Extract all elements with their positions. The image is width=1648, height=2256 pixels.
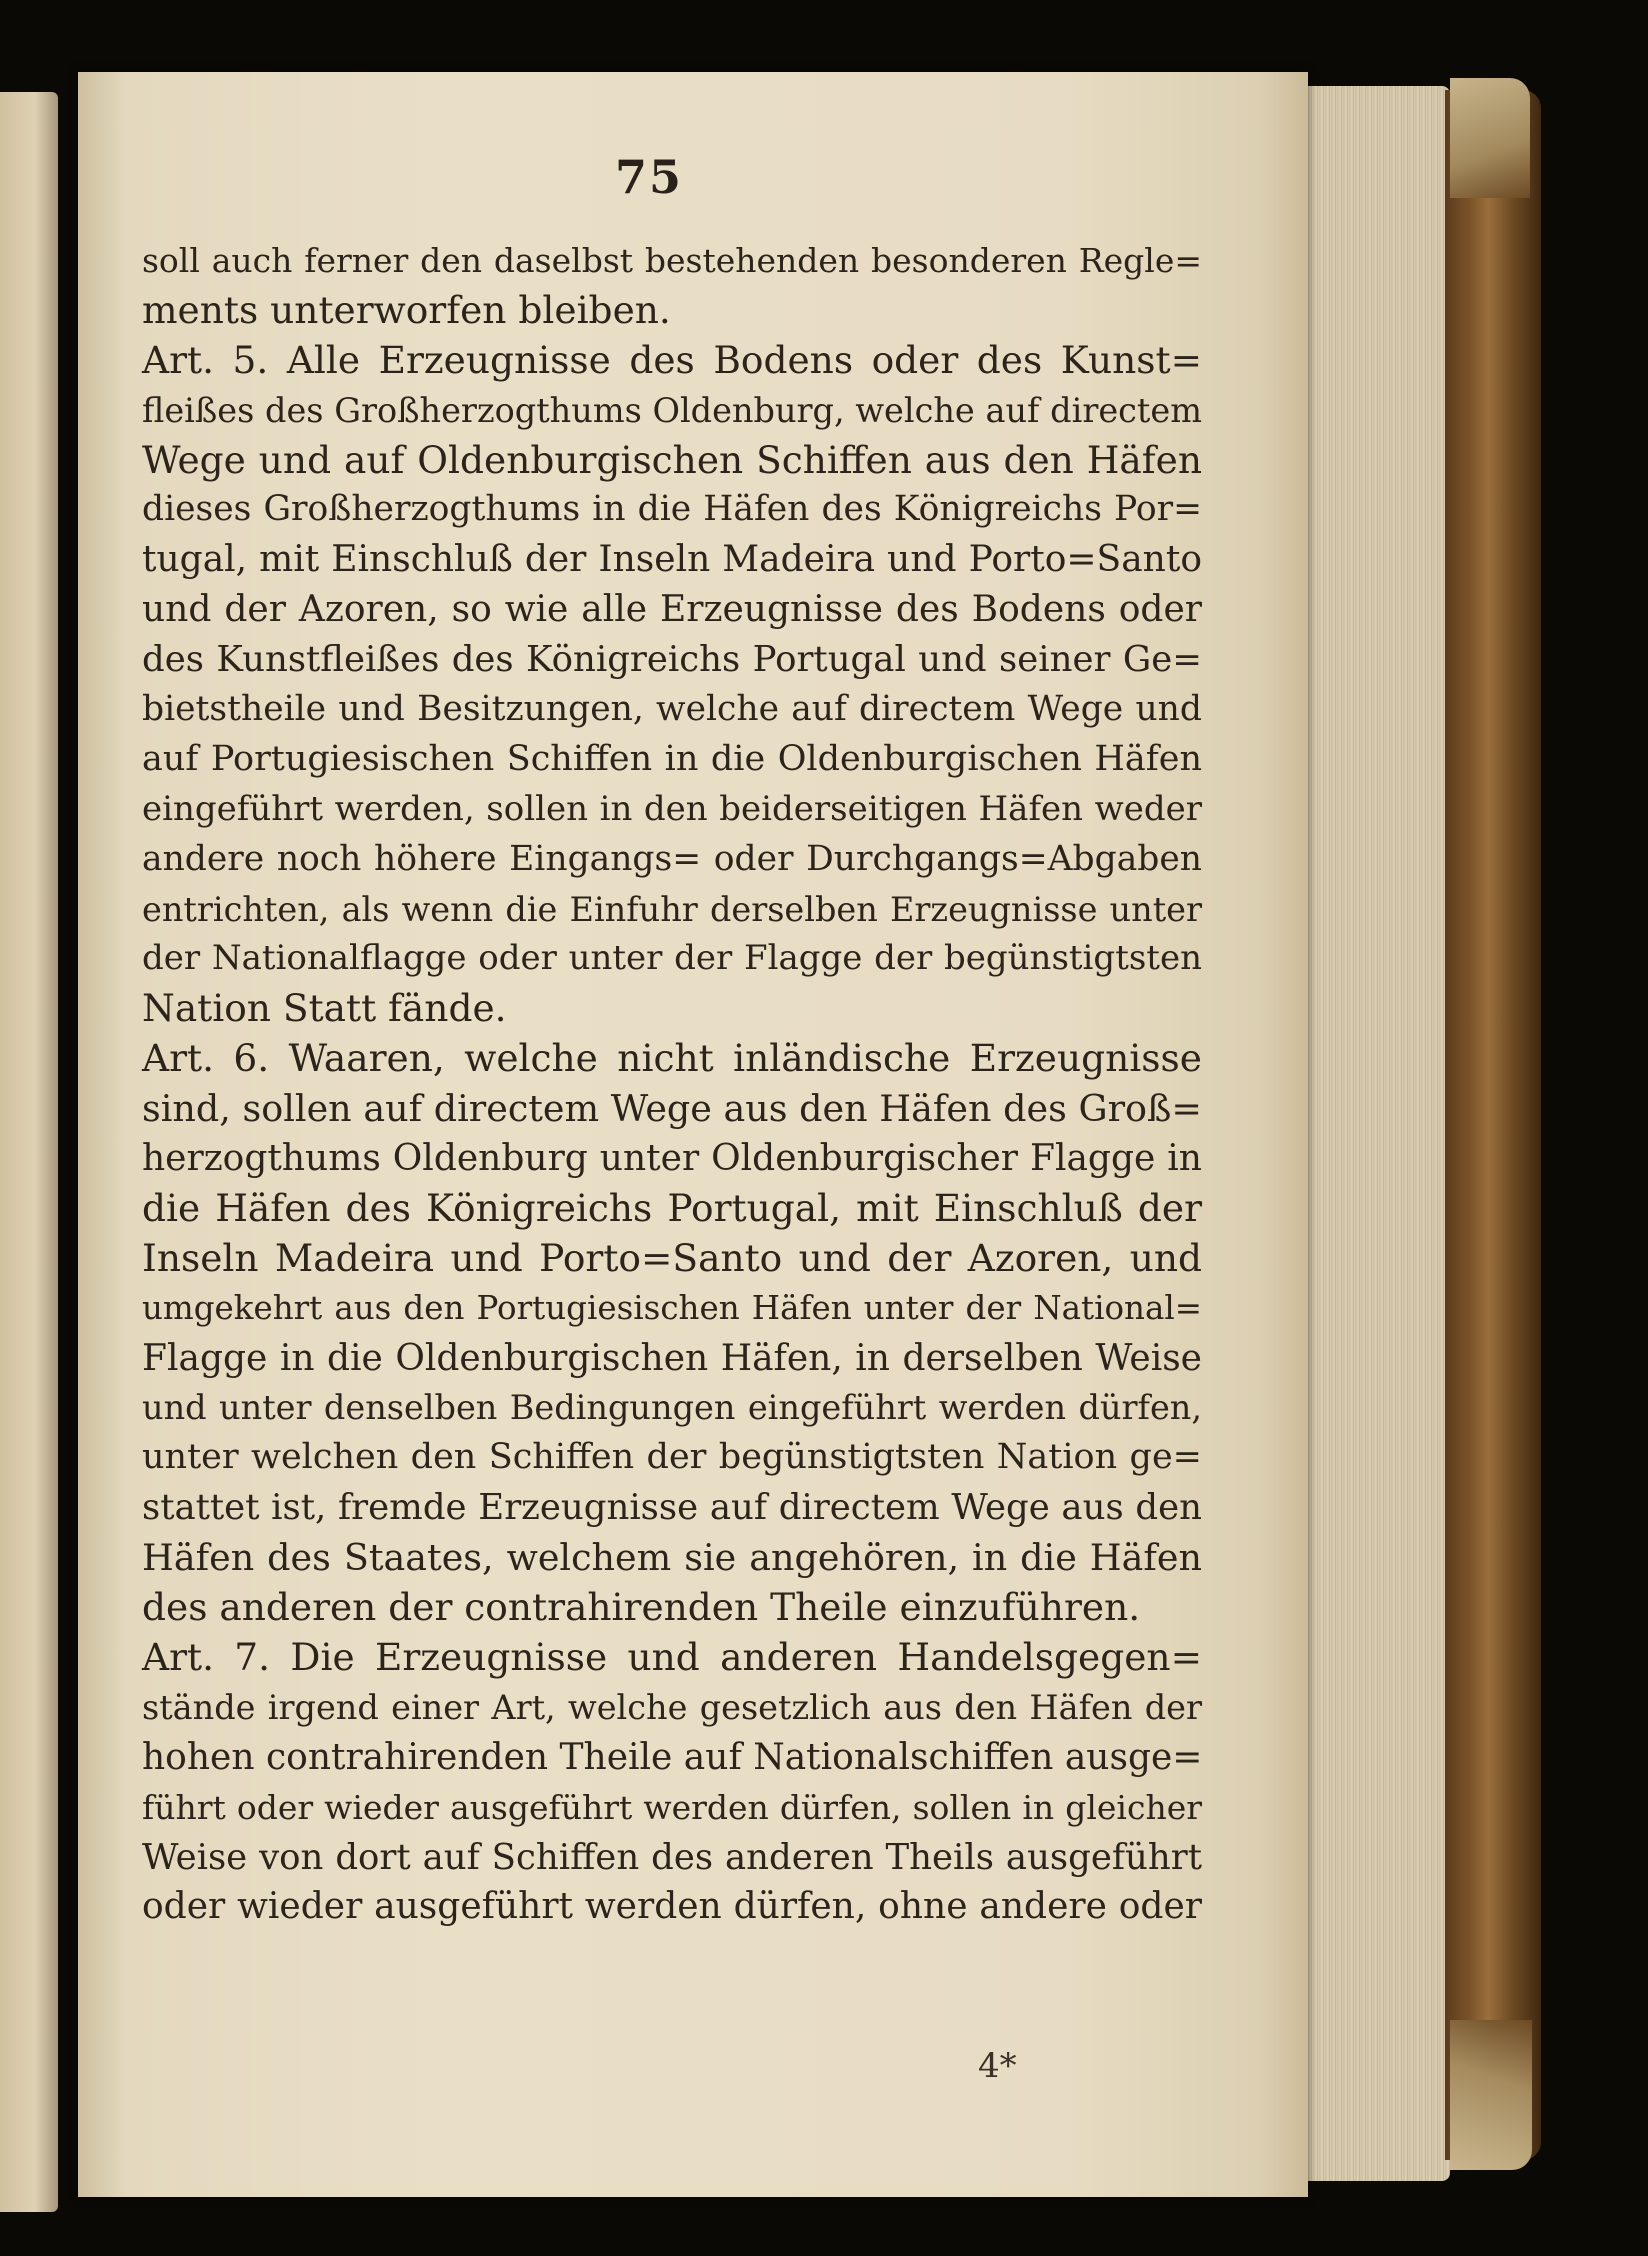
text-line: herzogthums Oldenburg unter Oldenburgischer Flagge in: [142, 1138, 1202, 1180]
text-line: unter welchen den Schiffen der begünstigtsten Nation ge=: [142, 1437, 1202, 1478]
text-line: sind, sollen auf directem Wege aus den Häfen des Groß=: [142, 1087, 1202, 1131]
text-line: oder wieder ausgeführt werden dürfen, ohne andere oder: [142, 1886, 1202, 1928]
text-line: Flagge in die Oldenburgischen Häfen, in derselben Weise: [142, 1337, 1202, 1379]
text-line: Nation Statt fände.: [142, 986, 507, 1031]
text-line: des Kunstfleißes des Königreichs Portugal und seiner Ge=: [142, 639, 1202, 681]
cover-corner-top: [1450, 78, 1530, 198]
text-line: und der Azoren, so wie alle Erzeugnisse des Bodens oder: [142, 589, 1202, 631]
text-line: und unter denselben Bedingungen eingeführt werden dürfen,: [142, 1388, 1202, 1428]
body-text: [142, 236, 1202, 1932]
text-line: Art. 5. Alle Erzeugnisse des Bodens oder des Kunst=: [142, 337, 1202, 382]
cover-corner-bottom: [1450, 2020, 1532, 2170]
text-line: Art. 6. Waaren, welche nicht inländische Erzeugnisse: [142, 1036, 1202, 1081]
text-line: Art. 7. Die Erzeugnisse und anderen Handelsgegen=: [142, 1634, 1202, 1679]
text-line: eingeführt werden, sollen in den beiderseitigen Häfen weder: [142, 788, 1202, 829]
text-line: des anderen der contrahirenden Theile einzuführen.: [142, 1585, 1141, 1630]
text-line: führt oder wieder ausgeführt werden dürfen, sollen in gleicher: [142, 1787, 1202, 1827]
text-line: Wege und auf Oldenburgischen Schiffen aus den Häfen: [142, 437, 1202, 482]
text-line: Inseln Madeira und Porto=Santo und der Azoren, und: [142, 1235, 1202, 1280]
text-line: stattet ist, fremde Erzeugnisse auf directem Wege aus den: [142, 1487, 1202, 1529]
page-number: 75: [615, 150, 684, 204]
text-line: stände irgend einer Art, welche gesetzlich aus den Häfen der: [142, 1687, 1202, 1727]
book-cover: [1445, 90, 1541, 2160]
text-line: Häfen des Staates, welchem sie angehören, in die Häfen: [142, 1536, 1202, 1580]
text-line: Weise von dort auf Schiffen des anderen Theils ausgeführt: [142, 1836, 1202, 1878]
page-edges: [1300, 86, 1450, 2181]
text-line: tugal, mit Einschluß der Inseln Madeira und Porto=Santo: [142, 539, 1202, 581]
text-line: andere noch höhere Eingangs= oder Durchgangs=Abgaben: [142, 838, 1202, 879]
text-line: hohen contrahirenden Theile auf Nationalschiffen ausge=: [142, 1736, 1203, 1778]
text-line: die Häfen des Königreichs Portugal, mit Einschluß der: [142, 1185, 1202, 1230]
text-line: dieses Großherzogthums in die Häfen des Königreichs Por=: [142, 489, 1202, 530]
text-line: der Nationalflagge oder unter der Flagge der begünstigtsten: [142, 938, 1202, 979]
text-line: entrichten, als wenn die Einfuhr derselben Erzeugnisse unter: [142, 889, 1202, 929]
text-line: auf Portugiesischen Schiffen in die Oldenburgischen Häfen: [142, 738, 1202, 779]
text-line: bietstheile und Besitzungen, welche auf directem Wege und: [142, 689, 1202, 730]
text-line: soll auch ferner den daselbst bestehenden besonderen Regle=: [142, 241, 1202, 280]
text-line: umgekehrt aus den Portugiesischen Häfen unter der National=: [142, 1288, 1202, 1327]
adjacent-page-edge: [0, 92, 58, 2212]
text-line: fleißes des Großherzogthums Oldenburg, welche auf directem: [142, 390, 1202, 430]
signature-mark: 4*: [978, 2046, 1017, 2086]
text-line: ments unterworfen bleiben.: [142, 287, 671, 332]
